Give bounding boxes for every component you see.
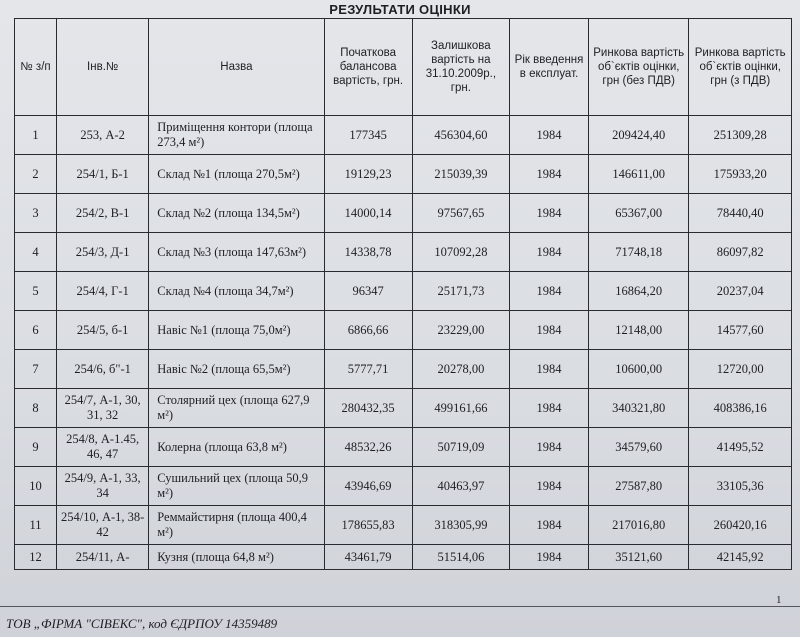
table-row [15,545,792,570]
cell-market-no-vat: 340321,80 [588,389,688,428]
cell-market-vat: 14577,60 [689,311,792,350]
cell-no: 9 [15,428,57,467]
cell-market-vat: 78440,40 [689,194,792,233]
cell-year: 1984 [510,467,589,506]
cell-year: 1984 [510,506,589,545]
cell-market-no-vat: 16864,20 [588,272,688,311]
cell-name: Кузня (площа 64,8 м²) [149,545,324,570]
cell-residual-value: 318305,99 [412,506,509,545]
cell-year: 1984 [510,350,589,389]
cell-year: 1984 [510,272,589,311]
cell-year: 1984 [510,155,589,194]
cell-name: Реммайстирня (площа 400,4 м²) [149,506,324,545]
cell-year: 1984 [510,311,589,350]
cell-initial-value: 96347 [324,272,412,311]
document-title: РЕЗУЛЬТАТИ ОЦІНКИ [329,2,471,17]
cell-no: 5 [15,272,57,311]
cell-market-vat: 33105,36 [689,467,792,506]
cell-inv: 254/8, А-1.45, 46, 47 [57,428,149,467]
table-row [15,350,792,389]
cell-market-no-vat: 65367,00 [588,194,688,233]
cell-market-no-vat: 27587,80 [588,467,688,506]
cell-market-no-vat: 217016,80 [588,506,688,545]
cell-no: 6 [15,311,57,350]
cell-year: 1984 [510,194,589,233]
cell-market-no-vat: 12148,00 [588,311,688,350]
cell-initial-value: 6866,66 [324,311,412,350]
cell-no: 4 [15,233,57,272]
cell-market-vat: 41495,52 [689,428,792,467]
cell-no: 1 [15,116,57,155]
cell-no: 8 [15,389,57,428]
cell-market-vat: 260420,16 [689,506,792,545]
table-row [15,155,792,194]
cell-market-vat: 20237,04 [689,272,792,311]
header-initial-value: Початкова балансова вартість, грн. [324,19,412,116]
cell-no: 2 [15,155,57,194]
cell-initial-value: 5777,71 [324,350,412,389]
cell-year: 1984 [510,428,589,467]
cell-name: Склад №4 (площа 34,7м²) [149,272,324,311]
cell-no: 11 [15,506,57,545]
cell-residual-value: 23229,00 [412,311,509,350]
cell-market-no-vat: 34579,60 [588,428,688,467]
table-row [15,194,792,233]
cell-inv: 254/7, А-1, 30, 31, 32 [57,389,149,428]
cell-no: 10 [15,467,57,506]
table-row [15,311,792,350]
cell-name: Навіс №1 (площа 75,0м²) [149,311,324,350]
header-year: Рік введення в експлуат. [510,19,589,116]
cell-inv: 254/3, Д-1 [57,233,149,272]
cell-market-no-vat: 209424,40 [588,116,688,155]
cell-residual-value: 456304,60 [412,116,509,155]
table-row [15,233,792,272]
cell-market-no-vat: 35121,60 [588,545,688,570]
footer-company: ТОВ „ФІРМА "СІВЕКС", код ЄДРПОУ 14359489 [6,616,278,631]
header-market-no-vat: Ринкова вартість об`єктів оцінки, грн (без ПДВ) [588,19,688,116]
cell-inv: 254/1, Б-1 [57,155,149,194]
cell-name: Склад №3 (площа 147,63м²) [149,233,324,272]
table-row [15,116,792,155]
cell-residual-value: 25171,73 [412,272,509,311]
table-row [15,467,792,506]
cell-year: 1984 [510,233,589,272]
cell-residual-value: 50719,09 [412,428,509,467]
cell-name: Склад №1 (площа 270,5м²) [149,155,324,194]
cell-residual-value: 51514,06 [412,545,509,570]
cell-residual-value: 20278,00 [412,350,509,389]
cell-residual-value: 499161,66 [412,389,509,428]
cell-inv: 254/11, А- [57,545,149,570]
cell-market-vat: 42145,92 [689,545,792,570]
table-row [15,428,792,467]
table-row [15,272,792,311]
cell-year: 1984 [510,116,589,155]
cell-inv: 254/4, Г-1 [57,272,149,311]
cell-initial-value: 43461,79 [324,545,412,570]
cell-inv: 254/9, А-1, 33, 34 [57,467,149,506]
header-no: № з/п [15,19,57,116]
cell-inv: 253, А-2 [57,116,149,155]
cell-name: Склад №2 (площа 134,5м²) [149,194,324,233]
cell-initial-value: 280432,35 [324,389,412,428]
cell-no: 3 [15,194,57,233]
cell-market-no-vat: 71748,18 [588,233,688,272]
header-residual-value: Залишкова вартість на 31.10.2009р., грн. [412,19,509,116]
cell-initial-value: 177345 [324,116,412,155]
cell-inv: 254/10, А-1, 38-42 [57,506,149,545]
cell-no: 12 [15,545,57,570]
cell-name: Приміщення контори (площа 273,4 м²) [149,116,324,155]
cell-initial-value: 43946,69 [324,467,412,506]
cell-initial-value: 48532,26 [324,428,412,467]
header-market-vat: Ринкова вартість об`єктів оцінки, грн (з ПДВ) [689,19,792,116]
cell-name: Столярний цех (площа 627,9 м²) [149,389,324,428]
cell-market-vat: 175933,20 [689,155,792,194]
cell-residual-value: 40463,97 [412,467,509,506]
table-row [15,506,792,545]
cell-market-vat: 86097,82 [689,233,792,272]
cell-initial-value: 178655,83 [324,506,412,545]
cell-initial-value: 14338,78 [324,233,412,272]
header-inv: Інв.№ [57,19,149,116]
cell-initial-value: 19129,23 [324,155,412,194]
cell-market-no-vat: 146611,00 [588,155,688,194]
valuation-table [14,18,792,570]
cell-name: Сушильний цех (площа 50,9 м²) [149,467,324,506]
cell-market-vat: 251309,28 [689,116,792,155]
cell-inv: 254/5, б-1 [57,311,149,350]
cell-year: 1984 [510,389,589,428]
cell-market-vat: 408386,16 [689,389,792,428]
footer-divider [0,606,800,607]
cell-inv: 254/6, б"-1 [57,350,149,389]
header-name: Назва [149,19,324,116]
header-row [15,19,792,116]
cell-no: 7 [15,350,57,389]
cell-residual-value: 97567,65 [412,194,509,233]
cell-year: 1984 [510,545,589,570]
cell-inv: 254/2, В-1 [57,194,149,233]
cell-residual-value: 107092,28 [412,233,509,272]
cell-name: Навіс №2 (площа 65,5м²) [149,350,324,389]
table-row [15,389,792,428]
cell-name: Колерна (площа 63,8 м²) [149,428,324,467]
cell-market-vat: 12720,00 [689,350,792,389]
cell-market-no-vat: 10600,00 [588,350,688,389]
cell-residual-value: 215039,39 [412,155,509,194]
page-number: 1 [776,594,782,606]
cell-initial-value: 14000,14 [324,194,412,233]
